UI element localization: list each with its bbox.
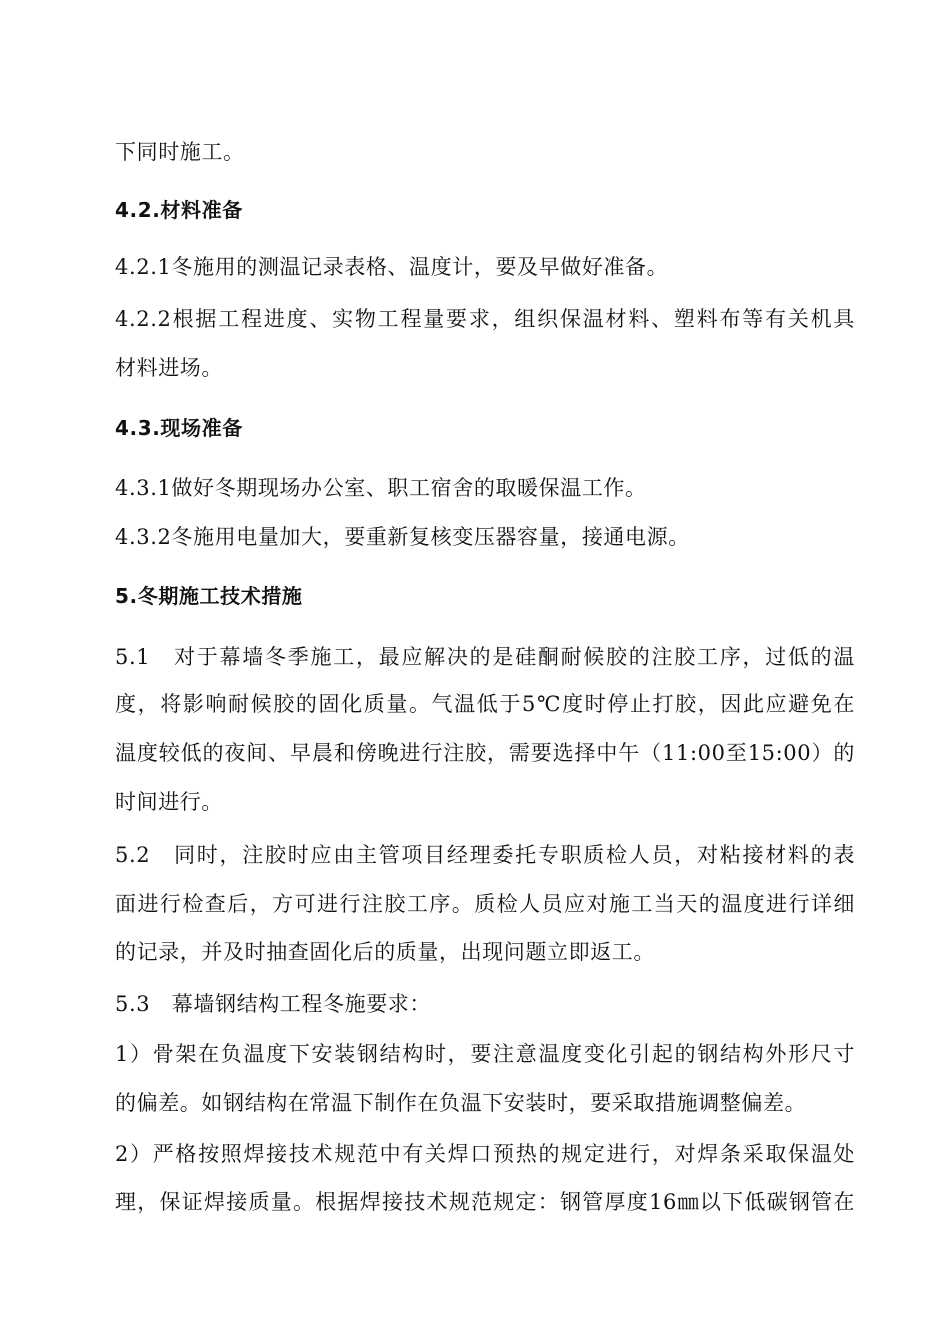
paragraph-line: 面进行检查后，方可进行注胶工序。质检人员应对施工当天的温度进行详细 xyxy=(115,892,855,916)
paragraph-line: 材料进场。 xyxy=(115,356,223,380)
paragraph-line: 时间进行。 xyxy=(115,790,223,814)
paragraph-line: 5.1 对于幕墙冬季施工，最应解决的是硅酮耐候胶的注胶工序，过低的温 xyxy=(115,645,855,669)
paragraph-line: 下同时施工。 xyxy=(115,140,245,164)
paragraph-line: 4.3.1做好冬期现场办公室、职工宿舍的取暖保温工作。 xyxy=(115,476,647,500)
paragraph-line: 5.3 幕墙钢结构工程冬施要求： xyxy=(115,992,431,1016)
paragraph-line: 5.2 同时，注胶时应由主管项目经理委托专职质检人员，对粘接材料的表 xyxy=(115,843,855,867)
paragraph-line: 度，将影响耐候胶的固化质量。气温低于5℃度时停止打胶，因此应避免在 xyxy=(115,692,855,716)
paragraph-line: 温度较低的夜间、早晨和傍晚进行注胶，需要选择中午（11:00至15:00）的 xyxy=(115,741,855,765)
paragraph-line: 1）骨架在负温度下安装钢结构时，要注意温度变化引起的钢结构外形尺寸 xyxy=(115,1042,855,1066)
paragraph-line: 4.2.2根据工程进度、实物工程量要求，组织保温材料、塑料布等有关机具 xyxy=(115,307,855,331)
paragraph-line: 2）严格按照焊接技术规范中有关焊口预热的规定进行，对焊条采取保温处 xyxy=(115,1142,855,1166)
paragraph-line: 4.2.1冬施用的测温记录表格、温度计，要及早做好准备。 xyxy=(115,255,669,279)
paragraph-line: 的记录，并及时抽查固化后的质量，出现问题立即返工。 xyxy=(115,940,655,964)
section-heading-4-3: 4.3.现场准备 xyxy=(115,416,243,440)
section-heading-5: 5.冬期施工技术措施 xyxy=(115,584,303,608)
section-heading-4-2: 4.2.材料准备 xyxy=(115,198,243,222)
paragraph-line: 4.3.2冬施用电量加大，要重新复核变压器容量，接通电源。 xyxy=(115,525,690,549)
paragraph-line: 理，保证焊接质量。根据焊接技术规范规定：钢管厚度16㎜以下低碳钢管在 xyxy=(115,1190,855,1214)
paragraph-line: 的偏差。如钢结构在常温下制作在负温下安装时，要采取措施调整偏差。 xyxy=(115,1091,807,1115)
